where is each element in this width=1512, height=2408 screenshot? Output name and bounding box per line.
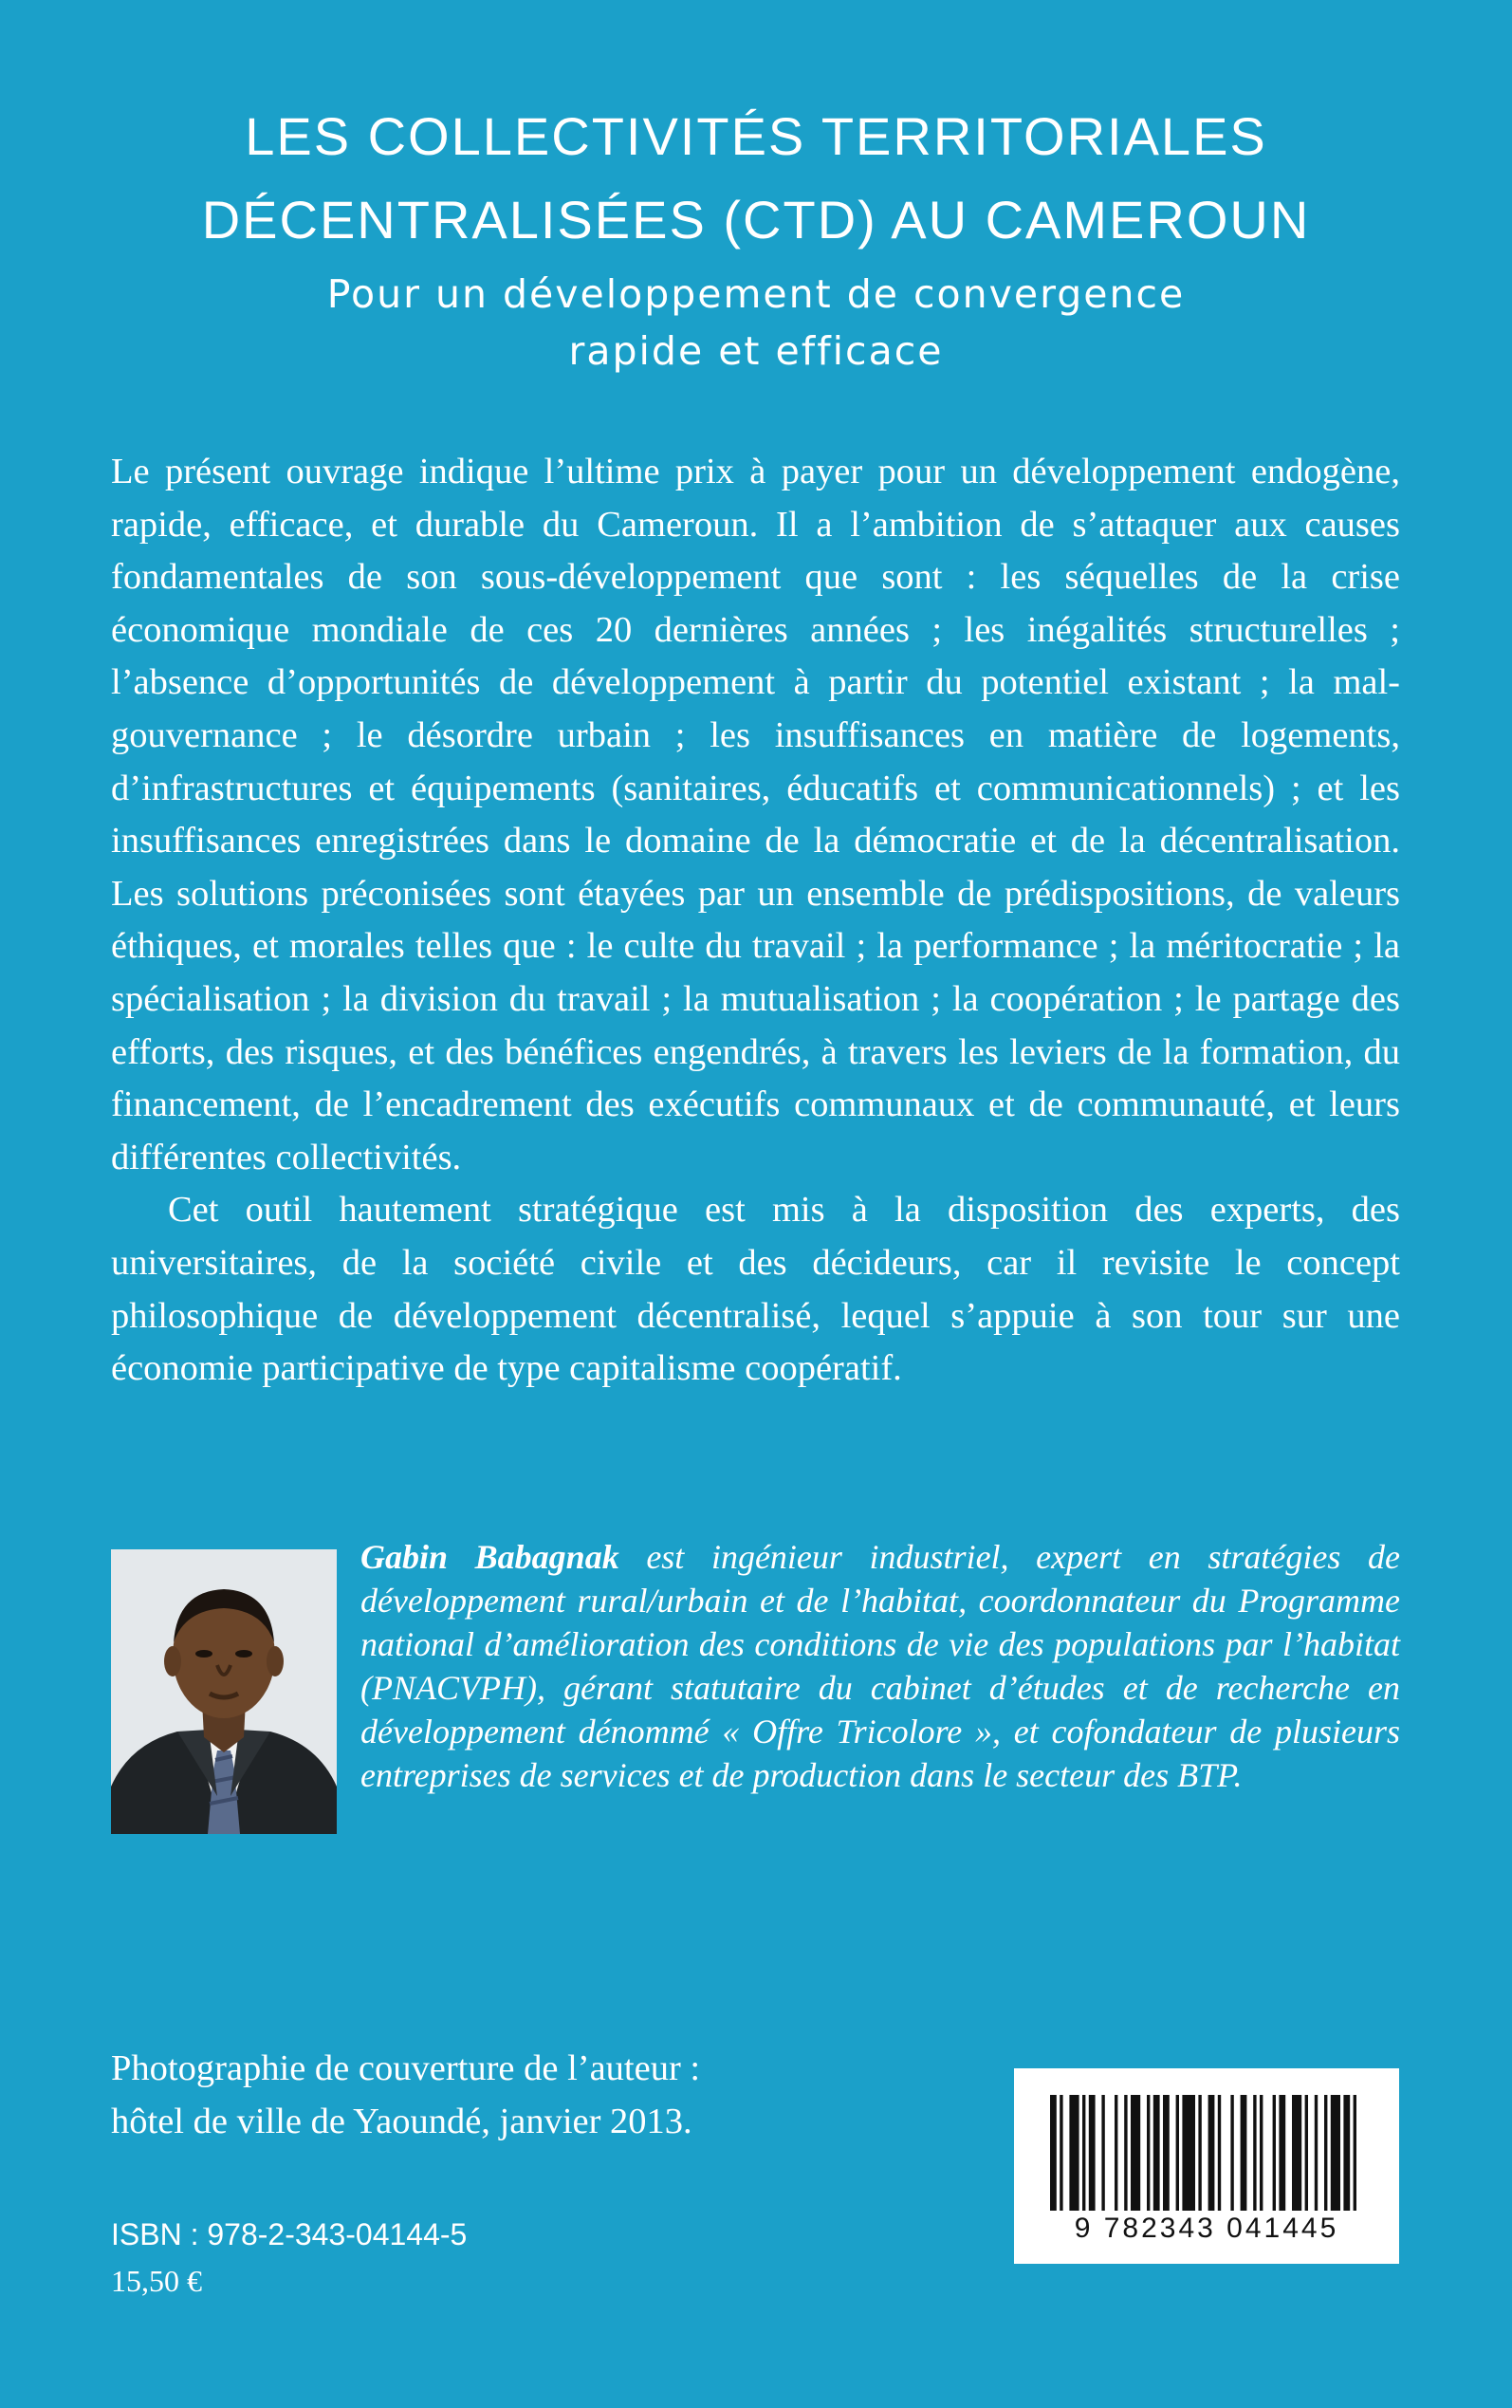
barcode-bar — [1115, 2095, 1117, 2211]
blurb-paragraph-1: Le présent ouvrage indique l’ultime prix à payer pour un développement endogène, rapide, efficace, et durable du Cameroun. Il a l’ambition de s’attaquer aux causes fondamentales de son sous-développement que sont : les séquelles de la crise économique mondiale de ces 20 dernières années ; les inégalités structurelles ; l’absence d’opportunités de développement à partir du potentiel existant ; la mal-gouvernance ; le désordre urbain ; les insuffisances en matière de logements, d’infrastructures et équipements (sanitaires, éducatifs et communicationnels) ; et les insuffisances enregistrées dans le domaine de la démocratie et de la décentralisation. Les solutions préconisées sont étayées par un ensemble de prédispositions, de valeurs éthiques, et morales telles que : le culte du travail ; la performance ; la méritocratie ; la spécialisation ; la division du travail ; la mutualisation ; la coopération ; le partage des efforts, des risques, et des bénéfices engendrés, à travers les leviers de la formation, du financement, de l’encadrement des exécutifs communaux et de communauté, et leurs différentes collectivités. — [111, 452, 1400, 1177]
barcode-bar — [1208, 2095, 1215, 2211]
barcode-bar — [1305, 2095, 1308, 2211]
title-line-2: DÉCENTRALISÉES (CTD) AU CAMEROUN — [201, 190, 1311, 250]
photo-credit-line-1: Photographie de couverture de l’auteur : — [111, 2048, 701, 2088]
barcode-bar — [1343, 2095, 1350, 2211]
price: 15,50 € — [111, 2264, 202, 2298]
book-title — [0, 95, 1512, 262]
blurb — [111, 446, 1400, 1396]
barcode — [1014, 2068, 1399, 2264]
author-bio — [360, 1535, 1400, 1797]
book-subtitle — [0, 266, 1512, 380]
barcode-bar — [1273, 2095, 1276, 2211]
barcode-bar — [1153, 2095, 1160, 2211]
barcode-bar — [1324, 2095, 1327, 2211]
barcode-bar — [1050, 2095, 1057, 2211]
barcode-bar — [1163, 2095, 1170, 2211]
barcode-digits: 9 782343 041445 — [1074, 2213, 1339, 2244]
barcode-bar — [1354, 2095, 1356, 2211]
title-line-1: LES COLLECTIVITÉS TERRITORIALES — [245, 106, 1267, 166]
subtitle-line-1: Pour un développement de convergence — [326, 271, 1186, 317]
photo-credit — [111, 2042, 870, 2148]
barcode-bar — [1124, 2095, 1127, 2211]
barcode-bar — [1279, 2095, 1285, 2211]
author-portrait-image — [111, 1549, 337, 1834]
barcode-bar — [1131, 2095, 1140, 2211]
barcode-bar — [1260, 2095, 1263, 2211]
isbn: ISBN : 978-2-343-04144-5 — [111, 2217, 468, 2251]
barcode-bar — [1147, 2095, 1150, 2211]
barcode-bar — [1198, 2095, 1201, 2211]
barcode-bar — [1253, 2095, 1256, 2211]
photo-credit-line-2: hôtel de ville de Yaoundé, janvier 2013. — [111, 2102, 692, 2141]
author-name: Gabin Babagnak — [360, 1538, 619, 1576]
blurb-paragraph-2: Cet outil hautement stratégique est mis à la disposition des experts, des universitaires, de la société civile et des décideurs, car il revisite le concept philosophique de développement décentralisé, lequel s’appuie à son tour sur une économie participative de type capitalisme coopératif. — [111, 1190, 1400, 1389]
barcode-bar — [1218, 2095, 1221, 2211]
barcode-bars — [1014, 2068, 1399, 2211]
barcode-bar — [1241, 2095, 1247, 2211]
barcode-bar — [1089, 2095, 1096, 2211]
barcode-bar — [1230, 2095, 1233, 2211]
barcode-bar — [1082, 2095, 1085, 2211]
barcode-bar — [1101, 2095, 1104, 2211]
subtitle-line-2: rapide et efficace — [568, 328, 944, 374]
barcode-bar — [1331, 2095, 1340, 2211]
barcode-bar — [1060, 2095, 1062, 2211]
barcode-bar — [1292, 2095, 1301, 2211]
barcode-bar — [1315, 2095, 1318, 2211]
author-photo — [111, 1549, 337, 1834]
barcode-bar — [1069, 2095, 1079, 2211]
barcode-bar — [1176, 2095, 1179, 2211]
author-bio-text: est ingénieur industriel, expert en stratégies de développement rural/urbain et de l’habitat, coordonnateur du Programme national d’amélioration des conditions de vie des populations par l’habitat (PNACVPH), gérant statutaire du cabinet d’études et de recherche en développement dénommé « Offre Tricolore », et cofondateur de plusieurs entreprises de services et de production dans le secteur des BTP. — [360, 1538, 1400, 1794]
barcode-bar — [1182, 2095, 1195, 2211]
